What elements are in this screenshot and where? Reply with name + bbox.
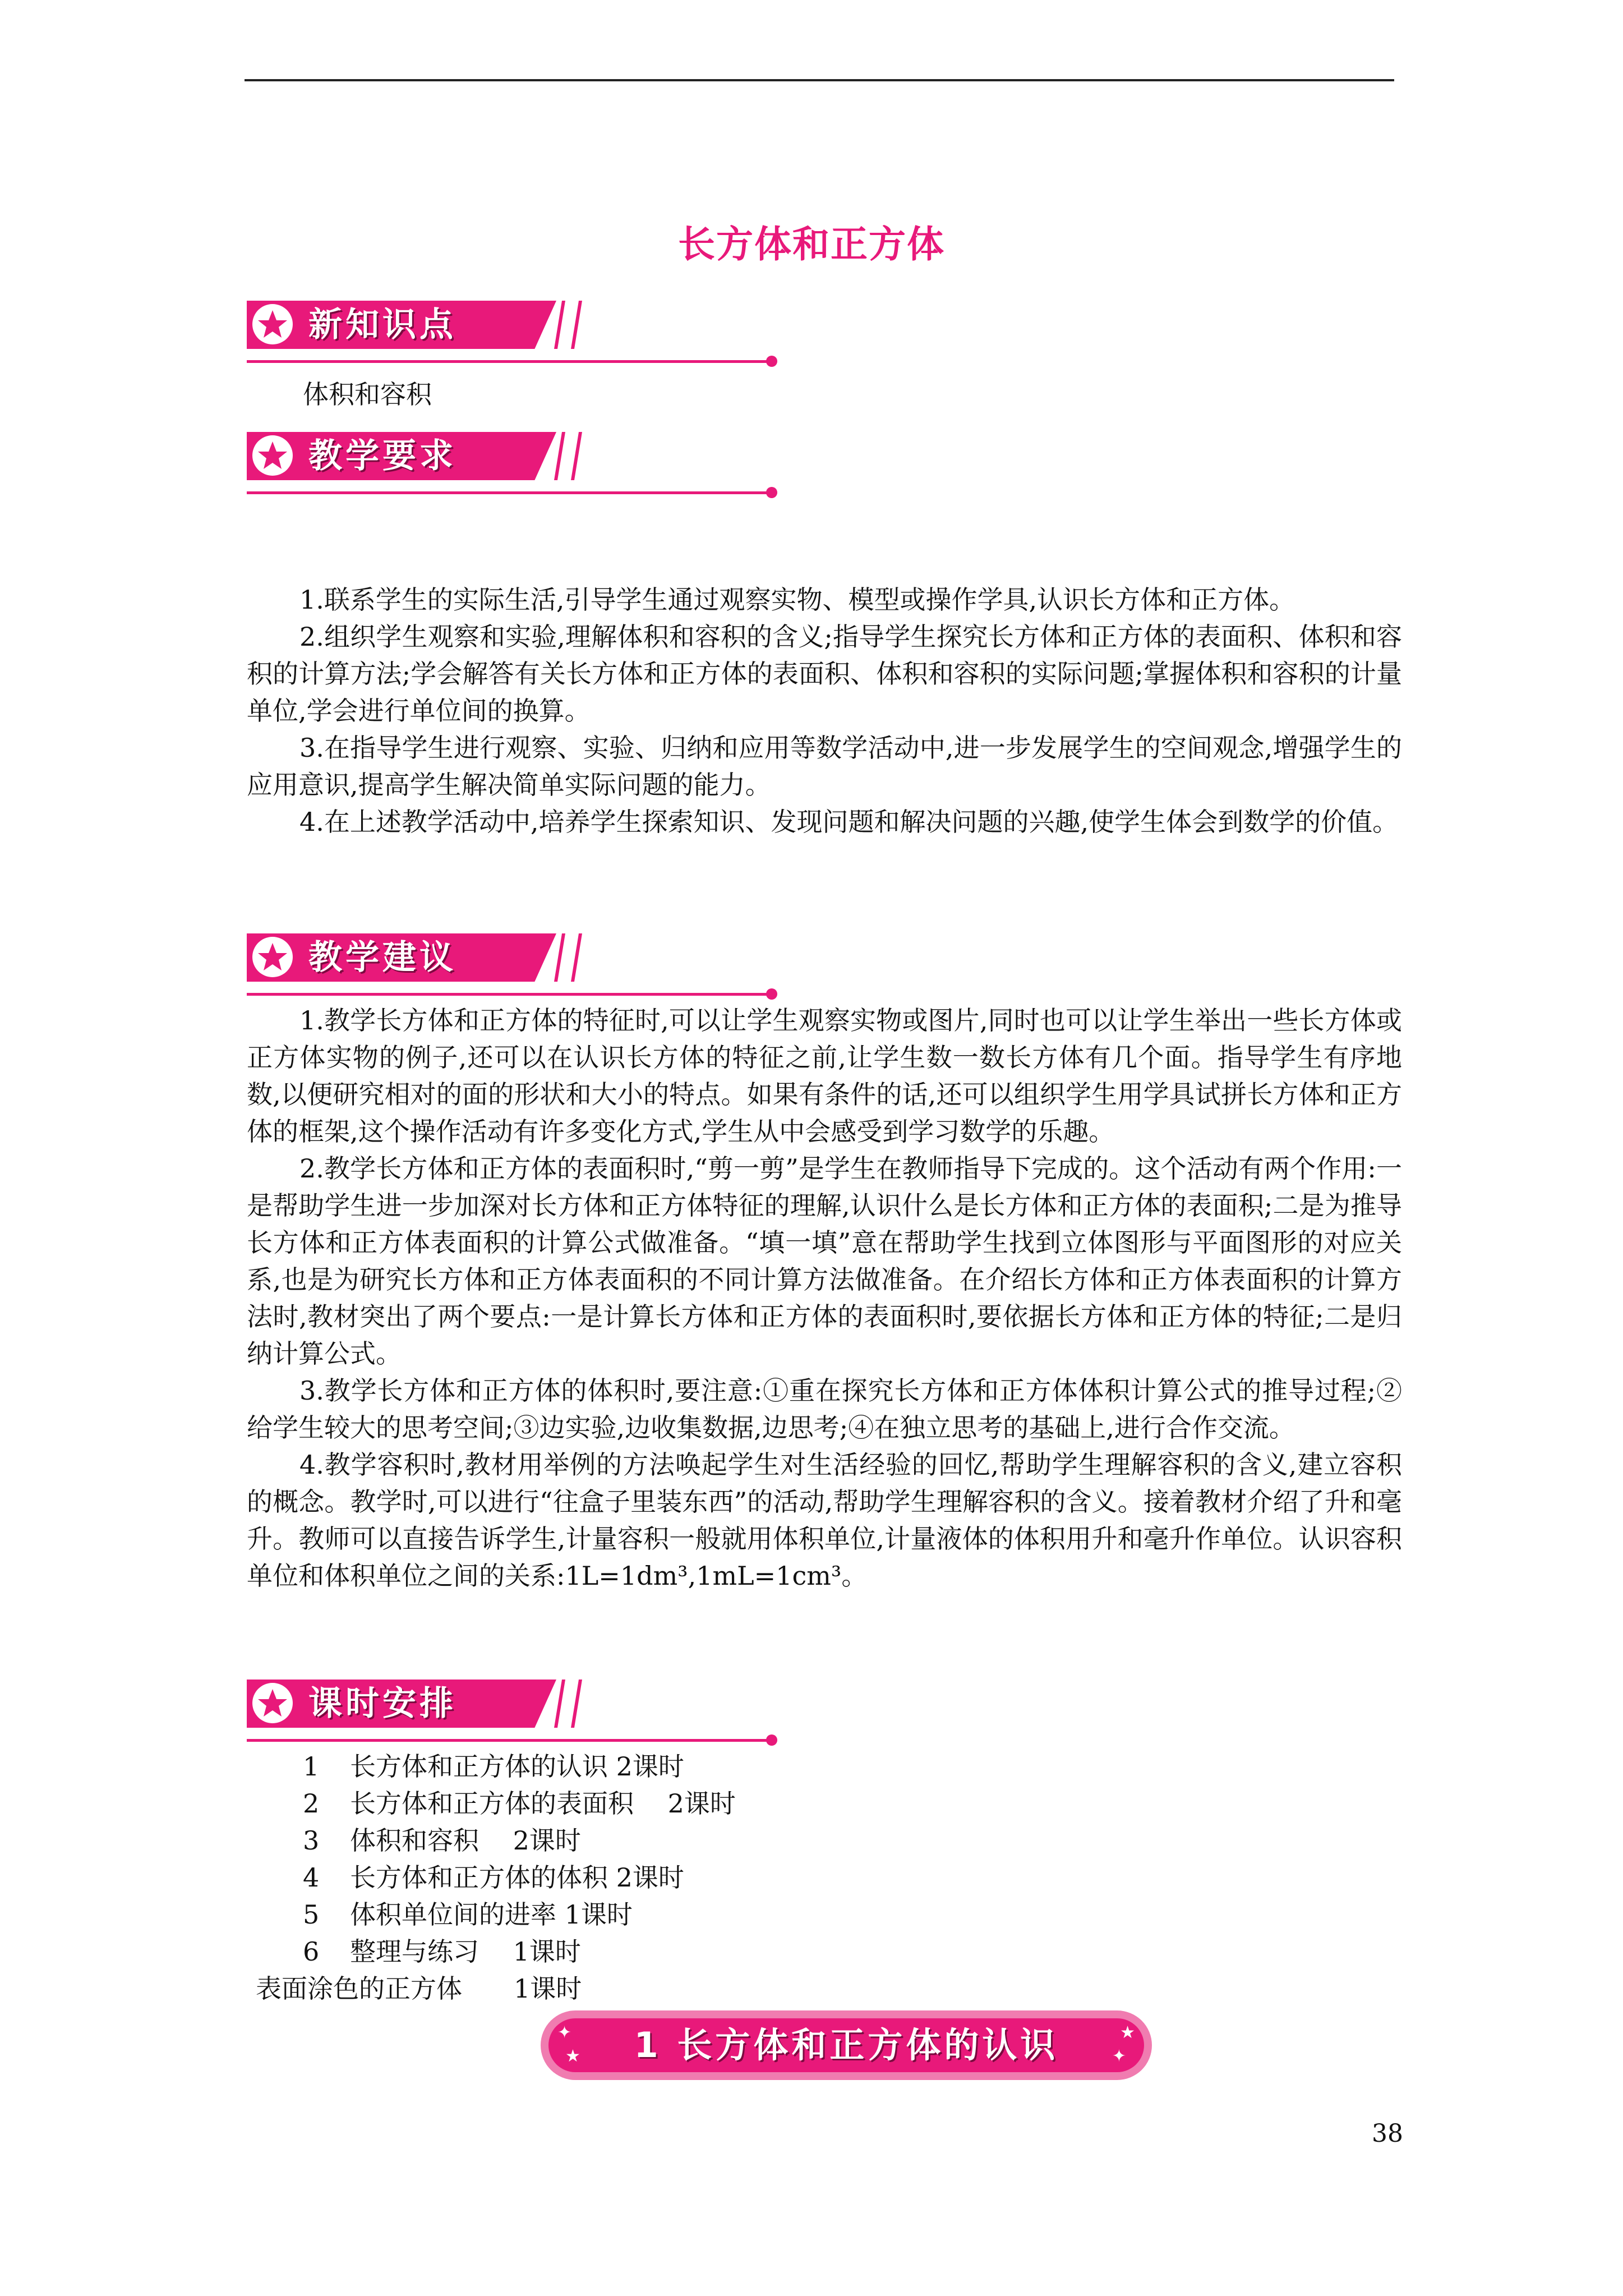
sparkle-icon: ★ bbox=[1120, 2023, 1135, 2042]
star-icon bbox=[252, 937, 293, 977]
section-heading: 课时安排 bbox=[308, 1684, 457, 1723]
lesson-banner-title: 1 长方体和正方体的认识 bbox=[634, 2024, 1059, 2065]
page-title: 长方体和正方体 bbox=[678, 222, 945, 266]
section-heading: 教学建议 bbox=[308, 938, 457, 977]
header-rule bbox=[245, 79, 1394, 81]
section-banner-requirements bbox=[247, 432, 780, 499]
section-banner-new-knowledge bbox=[247, 301, 780, 368]
sparkle-icon: ✦ bbox=[1112, 2046, 1126, 2066]
list-item: 表面涂色的正方体 1课时 bbox=[256, 1973, 582, 2004]
list-item: 1 长方体和正方体的认识 2课时 bbox=[303, 1751, 684, 1782]
paragraph: 2.组织学生观察和实验,理解体积和容积的含义;指导学生探究长方体和正方体的表面积、体积和容积的计算方法;学会解答有关长方体和正方体的表面积、体积和容积的实际问题;掌握体积和容积的计量单位,学会进行单位间的换算。 bbox=[247, 622, 1402, 726]
suggestions-text bbox=[247, 1002, 1402, 1594]
sparkle-icon: ★ bbox=[565, 2046, 580, 2066]
list-item: 5 体积单位间的进率 1课时 bbox=[303, 1899, 633, 1930]
section-heading: 新知识点 bbox=[308, 305, 457, 344]
paragraph: 4.在上述教学活动中,培养学生探索知识、发现问题和解决问题的兴趣,使学生体会到数学的价值。 bbox=[299, 807, 1399, 837]
paragraph: 4.教学容积时,教材用举例的方法唤起学生对生活经验的回忆,帮助学生理解容积的含义,建立容积的概念。教学时,可以进行“往盒子里装东西”的活动,帮助学生理解容积的含义。接着教材介绍了升和毫升。教师可以直接告诉学生,计量容积一般就用体积单位,计量液体的体积用升和毫升作单位。认识容积单位和体积单位之间的关系:1L=1dm³,1mL=1cm³。 bbox=[247, 1450, 1402, 1591]
paragraph: 1.联系学生的实际生活,引导学生通过观察实物、模型或操作学具,认识长方体和正方体。 bbox=[299, 585, 1295, 615]
sparkle-icon: ✦ bbox=[557, 2023, 572, 2042]
section-banner-suggestions bbox=[247, 933, 780, 1001]
star-icon bbox=[252, 1683, 293, 1723]
star-icon bbox=[252, 435, 293, 476]
paragraph: 1.教学长方体和正方体的特征时,可以让学生观察实物或图片,同时也可以让学生举出一些长方体或正方体实物的例子,还可以在认识长方体的特征之前,让学生数一数长方体有几个面。指导学生有序地数,以便研究相对的面的形状和大小的特点。如果有条件的话,还可以组织学生用学具试拼长方体和正方体的框架,这个操作活动有许多变化方式,学生从中会感受到学习数学的乐趣。 bbox=[247, 1005, 1402, 1147]
list-item: 3 体积和容积 2课时 bbox=[303, 1825, 581, 1856]
page-number: 38 bbox=[1372, 2119, 1403, 2148]
paragraph: 3.在指导学生进行观察、实验、归纳和应用等数学活动中,进一步发展学生的空间观念,增强学生的应用意识,提高学生解决简单实际问题的能力。 bbox=[247, 733, 1402, 800]
star-icon bbox=[252, 304, 293, 344]
paragraph: 3.教学长方体和正方体的体积时,要注意:①重在探究长方体和正方体体积计算公式的推导过程;②给学生较大的思考空间;③边实验,边收集数据,边思考;④在独立思考的基础上,进行合作交流。 bbox=[247, 1375, 1402, 1443]
list-item: 4 长方体和正方体的体积 2课时 bbox=[303, 1862, 684, 1893]
new-knowledge-content: 体积和容积 bbox=[303, 379, 432, 409]
section-banner-schedule bbox=[247, 1680, 780, 1747]
requirements-text bbox=[247, 581, 1402, 840]
schedule-list bbox=[256, 1748, 736, 2007]
list-item: 6 整理与练习 1课时 bbox=[303, 1936, 581, 1967]
list-item: 2 长方体和正方体的表面积 2课时 bbox=[303, 1788, 736, 1819]
section-heading: 教学要求 bbox=[308, 436, 457, 476]
lesson-banner bbox=[541, 2010, 1152, 2080]
paragraph: 2.教学长方体和正方体的表面积时,“剪一剪”是学生在教师指导下完成的。这个活动有两个作用:一是帮助学生进一步加深对长方体和正方体特征的理解,认识什么是长方体和正方体的表面积;二是为推导长方体和正方体表面积的计算公式做准备。“填一填”意在帮助学生找到立体图形与平面图形的对应关系,也是为研究长方体和正方体表面积的不同计算方法做准备。在介绍长方体和正方体表面积的计算方法时,教材突出了两个要点:一是计算长方体和正方体的表面积时,要依据长方体和正方体的特征;二是归纳计算公式。 bbox=[247, 1153, 1402, 1369]
